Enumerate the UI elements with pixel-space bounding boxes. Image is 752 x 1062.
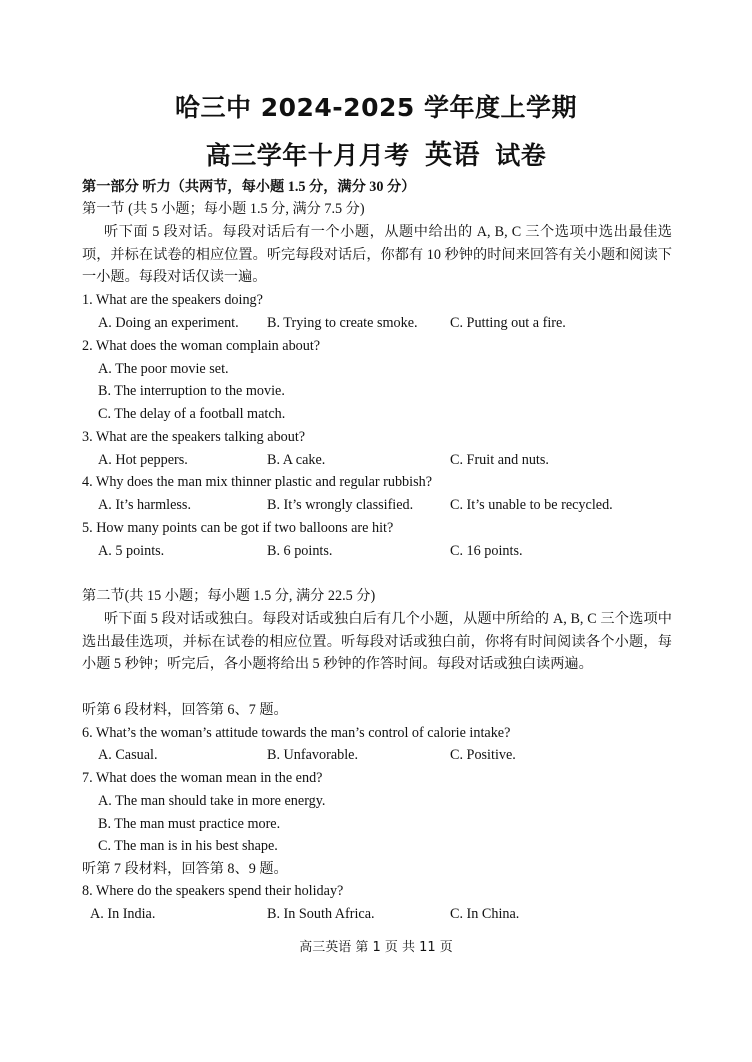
question-8-stem: 8. Where do the speakers spend their holiday?	[82, 883, 344, 899]
question-1-stem: 1. What are the speakers doing?	[82, 292, 263, 308]
question-3-option-c: C. Fruit and nuts.	[450, 452, 549, 468]
question-2-stem: 2. What does the woman complain about?	[82, 338, 321, 354]
section2-heading: 第二节(共 15 小题；每小题 1.5 分, 满分 22.5 分)	[82, 588, 376, 604]
question-4-option-c: C. It’s unable to be recycled.	[450, 497, 613, 513]
question-4-option-a: A. It’s harmless.	[98, 497, 191, 513]
title-grade-exam: 高三学年十月月考	[205, 141, 410, 170]
question-7-stem: 7. What does the woman mean in the end?	[82, 770, 323, 786]
question-8-option-b: B. In South Africa.	[267, 906, 375, 922]
question-3-option-b: B. A cake.	[267, 452, 326, 468]
question-6-option-b: B. Unfavorable.	[267, 747, 359, 763]
material-6-note: 听第 6 段材料，回答第 6、7 题。	[82, 702, 288, 718]
exam-title-line1: 哈三中 2024-2025 学年度上学期	[175, 93, 577, 122]
question-2-option-b: B. The interruption to the movie.	[98, 383, 285, 399]
question-6-stem: 6. What’s the woman’s attitude towards the man’s control of calorie intake?	[82, 725, 511, 741]
question-2-option-a: A. The poor movie set.	[98, 361, 229, 377]
question-8-option-c: C. In China.	[450, 906, 520, 922]
title-paper: 试卷	[495, 141, 547, 170]
question-3-option-a: A. Hot peppers.	[98, 452, 188, 468]
section2-instructions: 听下面 5 段对话或独白。每段对话或独白后有几个小题，从题中所给的 A, B, C 三个选项中选出最佳选项，并标在试卷的相应位置。听每段对话或独白前，你将有时间阅读各个小题，每小题 5 秒钟；听完后，各小题将给出 5 秒钟的作答时间。每段对话或独白读两遍。	[82, 611, 672, 672]
part1-heading: 第一部分 听力（共两节，每小题 1.5 分，满分 30 分）	[82, 179, 416, 195]
question-1-option-c: C. Putting out a fire.	[450, 315, 566, 331]
question-5-option-c: C. 16 points.	[450, 543, 523, 559]
question-2-option-c: C. The delay of a football match.	[98, 406, 286, 422]
exam-title-line2	[0, 133, 752, 172]
question-1-option-a: A. Doing an experiment.	[98, 315, 239, 331]
section1-instructions: 听下面 5 段对话。每段对话后有一个小题，从题中给出的 A, B, C 三个选项中选出最佳选项，并标在试卷的相应位置。听完每段对话后，你都有 10 秒钟的时间来回答有关小题和阅读下一小题。每段对话仅读一遍。	[82, 224, 672, 285]
question-7-option-c: C. The man is in his best shape.	[98, 838, 278, 854]
question-6-option-a: A. Casual.	[98, 747, 158, 763]
question-7-option-a: A. The man should take in more energy.	[98, 793, 326, 809]
question-5-stem: 5. How many points can be got if two balloons are hit?	[82, 520, 394, 536]
question-6-option-c: C. Positive.	[450, 747, 516, 763]
section1-heading: 第一节 (共 5 小题；每小题 1.5 分, 满分 7.5 分)	[82, 201, 365, 217]
question-3-stem: 3. What are the speakers talking about?	[82, 429, 306, 445]
title-subject: 英语	[425, 140, 480, 171]
question-5-option-a: A. 5 points.	[98, 543, 165, 559]
question-1-option-b: B. Trying to create smoke.	[267, 315, 418, 331]
material-7-note: 听第 7 段材料，回答第 8、9 题。	[82, 861, 288, 877]
page-footer: 高三英语 第 1 页 共 11 页	[299, 940, 453, 955]
question-4-option-b: B. It’s wrongly classified.	[267, 497, 414, 513]
question-5-option-b: B. 6 points.	[267, 543, 333, 559]
question-7-option-b: B. The man must practice more.	[98, 816, 281, 832]
question-4-stem: 4. Why does the man mix thinner plastic and regular rubbish?	[82, 474, 433, 490]
question-8-option-a: A. In India.	[90, 906, 156, 922]
